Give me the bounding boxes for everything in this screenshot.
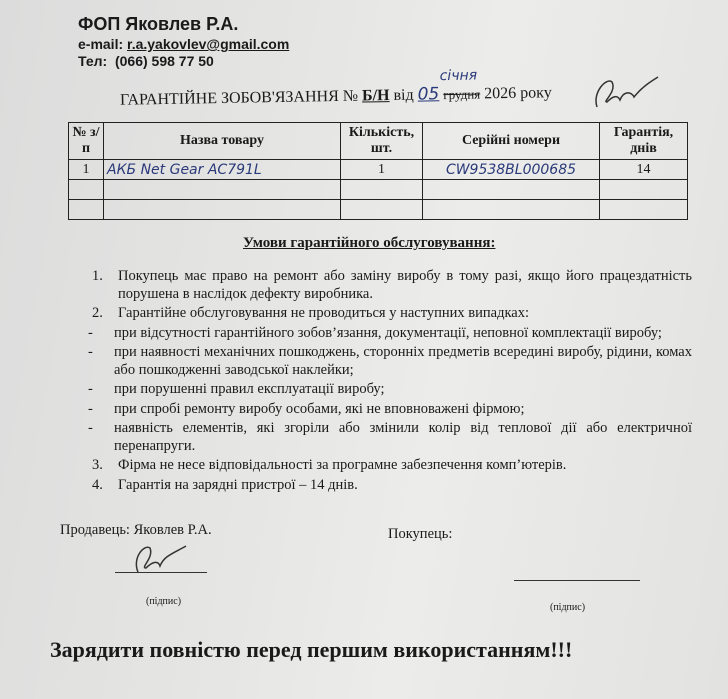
phone-number: (066) 598 77 50 [114, 53, 214, 69]
charge-notice: Зарядити повністю перед першим використанням!!! [50, 637, 573, 662]
table-row [69, 160, 688, 180]
table-header-row [69, 123, 688, 160]
date-day: 05 [417, 84, 440, 105]
company-name: ФОП Яковлев Р.А. [78, 14, 239, 34]
col-name: Назва товару [104, 123, 341, 160]
item-marker: 4. [92, 476, 103, 493]
table-row-empty [69, 180, 688, 200]
col-serial: Серійні номери [423, 123, 600, 160]
item-marker: 3. [92, 457, 103, 473]
title-prefix: ГАРАНТІЙНЕ ЗОБОВ'ЯЗАННЯ № [119, 87, 359, 109]
item-marker: - [88, 400, 93, 417]
date-year: 2026 [484, 84, 517, 103]
conditions-list [88, 268, 692, 496]
date-month-handwritten: січня [439, 67, 478, 85]
seller-sign-caption: (підпис) [146, 596, 182, 607]
seller-signature-icon [130, 540, 190, 576]
conditions-title: Умови гарантійного обслуговування: [243, 235, 496, 251]
cell-name: АКБ Net Gear AC791L [104, 160, 341, 180]
title-from: від [393, 86, 414, 104]
condition-item: Фірма не несе відповідальності за програмне забезпечення комп’ютерів. [118, 457, 567, 473]
col-warranty: Гарантія, днів [600, 123, 688, 160]
doc-number: Б/Н [361, 87, 390, 105]
title-suffix: року [520, 84, 552, 102]
cell-serial: CW9538BL000685 [423, 160, 600, 180]
item-marker: - [88, 344, 93, 360]
condition-item: наявність елементів, які згоріли або змінили колір від теплової дії або електричної перенапруги. [114, 420, 692, 454]
cell-warranty: 14 [600, 160, 688, 180]
condition-item: при відсутності гарантійного зобов’язання, документації, неповної комплектації виробу; [114, 324, 662, 341]
condition-item: при наявності механічних пошкоджень, сторонніх предметів всередині виробу, рідини, комах або пошкодженні заводської наклейки; [114, 344, 692, 378]
table-row-empty [69, 200, 688, 220]
buyer-label: Покупець: [388, 526, 453, 542]
col-number: № з/п [69, 123, 104, 160]
condition-item: при порушенні правил експлуатації виробу; [114, 381, 385, 397]
item-marker: - [88, 381, 93, 397]
seller-signature-line [115, 572, 207, 573]
condition-item: при спробі ремонту виробу особами, які не вповноважені фірмою; [114, 400, 525, 417]
seller-header [78, 14, 289, 69]
goods-table [68, 122, 688, 220]
email-link[interactable]: r.a.yakovlev@gmail.com [127, 36, 290, 52]
seller-label: Продавець: Яковлев Р.А. [60, 522, 212, 538]
condition-item: Покупець має право на ремонт або заміну виробу в тому разі, якщо його працездатність порушена в наслідок дефекту виробника. [118, 268, 692, 302]
condition-item: Гарантійне обслуговування не проводиться у наступних випадках: [118, 305, 529, 321]
col-quantity: Кількість, шт. [341, 123, 423, 160]
cell-quantity: 1 [341, 160, 423, 180]
date-month-struck: грудня [443, 86, 481, 103]
phone-label: Тел: [78, 53, 108, 69]
buyer-signature-line [514, 580, 640, 581]
email-label: e-mail: [78, 36, 124, 52]
buyer-sign-caption: (підпис) [550, 602, 586, 613]
item-marker: - [88, 420, 93, 436]
cell-number: 1 [69, 160, 104, 180]
signature-mark-icon [592, 72, 662, 112]
document-title [119, 67, 552, 110]
condition-item: Гарантія на зарядні пристрої – 14 днів. [118, 476, 358, 493]
item-marker: 2. [92, 305, 103, 321]
item-marker: 1. [92, 268, 103, 284]
item-marker: - [88, 324, 93, 341]
